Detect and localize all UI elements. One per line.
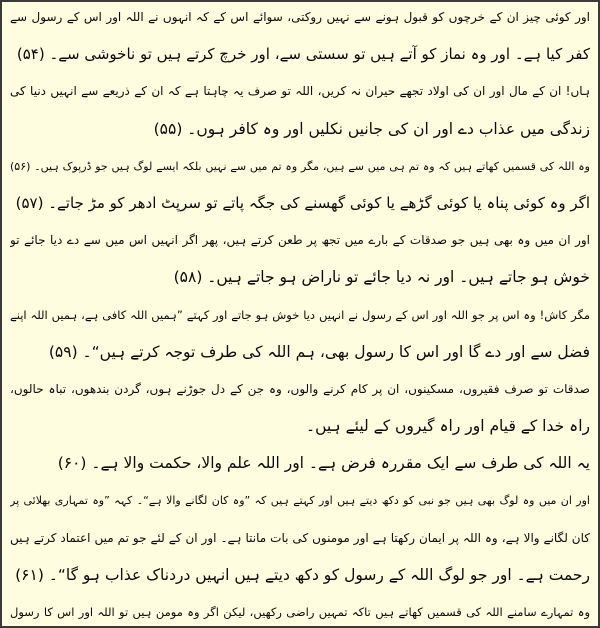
text-line: وہ اللہ کی قسمیں کھاتے ہیں کہ وہ تم ہی میں سے ہیں، مگر وہ تم میں سے نہیں بلکہ ایسے لوگ ہیں جو ڈرپوک ہیں۔ (۵۶) <box>10 159 590 173</box>
text-line: رحمت ہے۔ اور جو لوگ اللہ کے رسول کو دکھ دیتے ہیں انہیں دردناک عذاب ہو گا“۔ (۶۱) <box>15 565 590 584</box>
text-line: کان لگانے والا ہے، وہ اللہ پر ایمان رکھتا ہے اور مومنوں کی بات مانتا ہے۔ اور ان کے لئے جو تم میں اعتماد کرتے ہیں <box>10 530 590 545</box>
text-line: اور ان میں وہ لوگ بھی ہیں جو نبی کو دکھ دیتے ہیں اور کہتے ہیں کہ ”وہ کان لگانے والا ہے“۔ کہہ ”وہ تمہاری بھلائی پر <box>10 494 590 508</box>
text-line: اور کوئی چیز ان کے خرچوں کو قبول ہونے سے نہیں روکتی، سوائے اس کے کہ انہوں نے اللہ اور اس کے رسول سے <box>10 10 590 24</box>
text-line: ہاں! ان کے مال اور ان کی اولاد تجھے حیران نہ کریں، اللہ تو صرف یہ چاہتا ہے کہ ان کے ذریعے سے انہیں دنیا کی <box>10 84 590 99</box>
text-line: زندگی میں عذاب دے اور ان کی جانیں نکلیں اور وہ کافر ہوں۔ (۵۵) <box>153 119 590 138</box>
text-line: فضل سے اور دے گا اور اس کا رسول بھی، ہم اللہ کی طرف توجہ کرتے ہیں“۔ (۵۹) <box>48 342 590 361</box>
text-line: صدقات تو صرف فقیروں، مسکینوں، ان پر کام کرنے والوں، وہ جن کے دل جوڑنے ہوں، گردن بندھوں، تباہ حالوں، <box>10 381 590 396</box>
urdu-text-block <box>10 8 590 622</box>
text-line: اگر وہ کوئی پناہ یا کوئی گڑھے یا کوئی گھسنے کی جگہ پاتے تو سرپٹ ادھر کو مڑ جاتے۔ (۵۷) <box>15 193 590 212</box>
text-line: راہ خدا کے قیام اور راہ گیروں کے لیئے ہیں۔ <box>306 417 590 436</box>
text-line: یہ اللہ کی طرف سے ایک مقررہ فرض ہے۔ اور اللہ علم والا، حکمت والا ہے۔ (۶۰) <box>57 454 590 473</box>
text-line: اور ان میں وہ بھی ہیں جو صدقات کے بارے میں تجھ پر طعن کرتے ہیں، پھر اگر انہیں اس میں سے دے دیا جائے تو <box>10 233 590 248</box>
text-line: وہ تمہارے سامنے اللہ کی قسمیں کھاتے ہیں تاکہ تمہیں راضی رکھیں، لیکن اگر وہ مومن ہیں تو اللہ اور اس کا رسول <box>10 605 590 619</box>
text-line: کفر کیا ہے۔ اور وہ نماز کو آتے ہیں تو سستی سے، اور خرچ کرتے ہیں تو ناخوشی سے۔ (۵۴) <box>16 45 590 64</box>
text-line: مگر کاش! وہ اس پر جو اللہ اور اس کے رسول نے انہیں دیا خوش ہو جاتے اور کہتے ”ہمیں اللہ کافی ہے، ہمیں اللہ اپنے <box>10 307 590 322</box>
text-line: خوش ہو جاتے ہیں۔ اور نہ دیا جائے تو ناراض ہو جاتے ہیں۔ (۵۸) <box>173 268 590 287</box>
